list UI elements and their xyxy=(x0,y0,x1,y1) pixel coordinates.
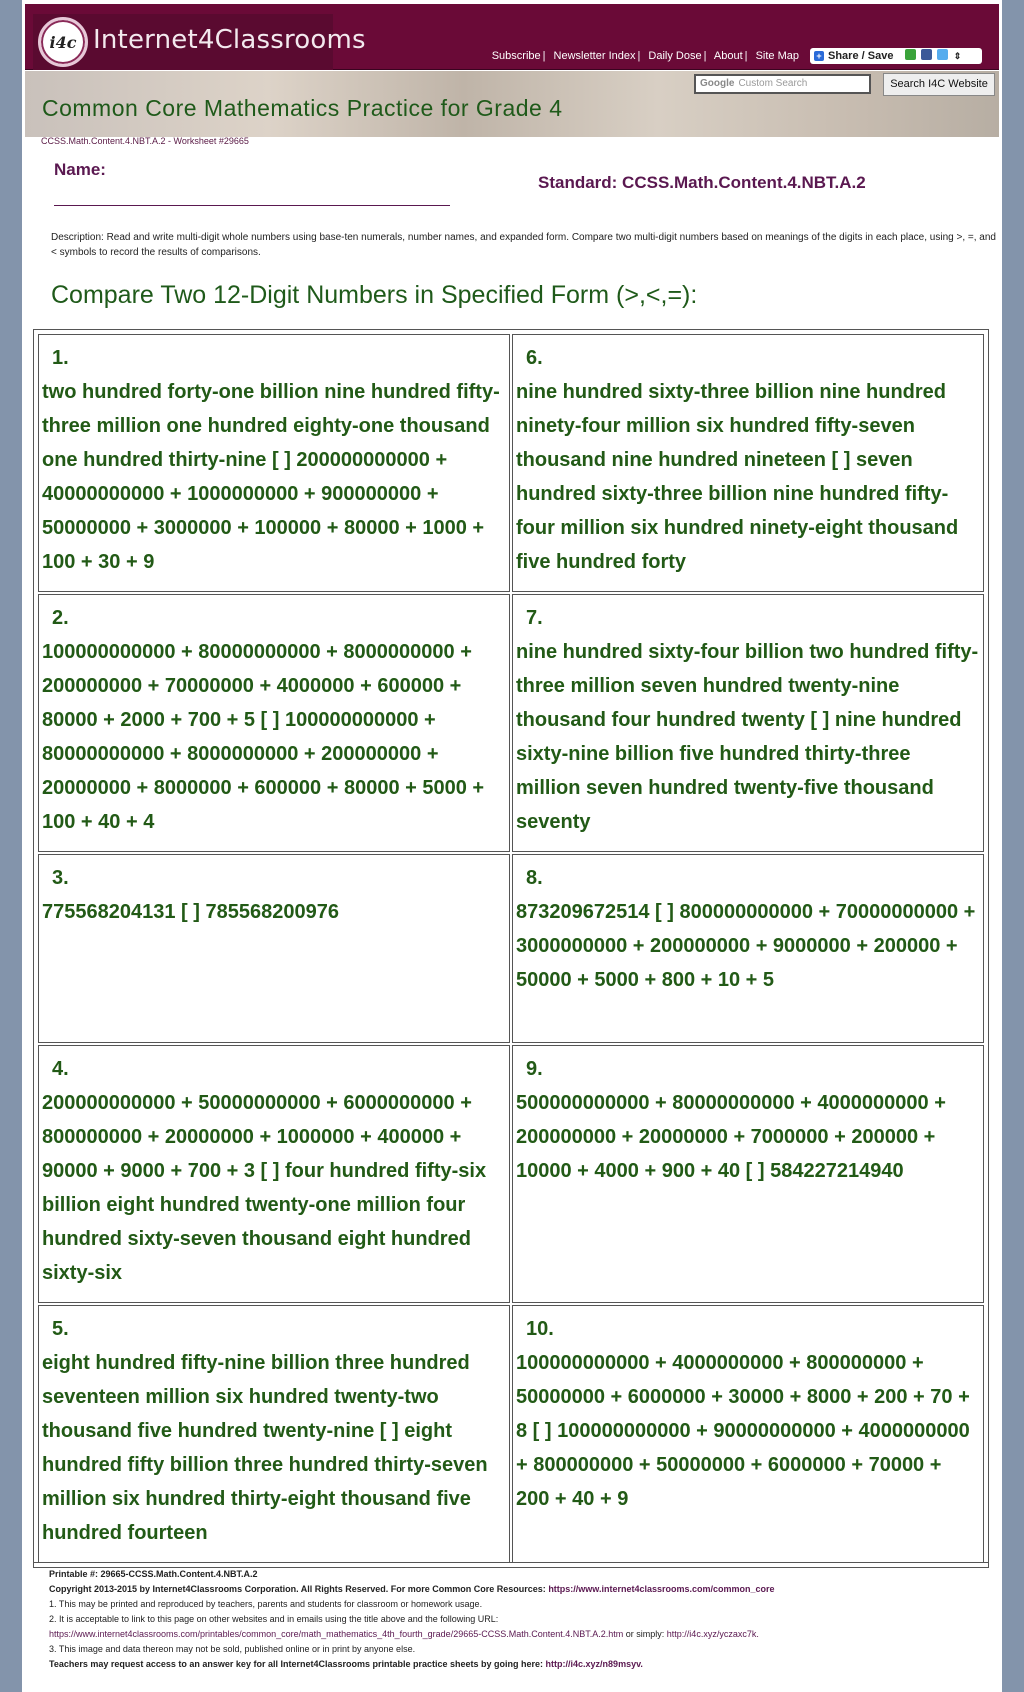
note-1: 1. This may be printed and reproduced by teachers, parents and students for classroom or homework usage. xyxy=(49,1599,483,1609)
problem-number: 10. xyxy=(526,1318,554,1340)
problem-cell xyxy=(512,594,984,852)
problem-text: 775568204131 [ ] 785568200976 xyxy=(42,901,339,923)
note-3: 3. This image and data thereon may not be sold, published online or in print by anyone else. xyxy=(49,1644,416,1654)
share-label: Share / Save xyxy=(828,50,894,62)
short-url-link[interactable]: http://i4c.xyz/yczaxc7k. xyxy=(666,1629,759,1639)
problem-number: 6. xyxy=(526,347,543,369)
facebook-icon xyxy=(921,49,932,60)
answer-key xyxy=(49,1657,973,1672)
share-save-button[interactable] xyxy=(810,48,982,64)
problem-number: 2. xyxy=(52,607,69,629)
problem-number: 3. xyxy=(52,867,69,889)
logo-badge-text: i4c xyxy=(49,33,77,52)
common-core-link[interactable]: https://www.internet4classrooms.com/common_core xyxy=(548,1584,775,1594)
twitter-icon xyxy=(937,49,948,60)
copyright-text: Copyright 2013-2015 by Internet4Classrooms Corporation. All Rights Reserved. For more Common Core Resources: xyxy=(49,1584,546,1594)
section-title: Compare Two 12-Digit Numbers in Specified Form (>,<,=): xyxy=(51,281,698,309)
problem-cell xyxy=(512,1045,984,1303)
banner xyxy=(25,71,999,137)
nav-link-about[interactable]: About xyxy=(713,50,743,62)
share-green-icon xyxy=(905,49,916,60)
name-line xyxy=(54,205,450,206)
problem-text: 873209672514 [ ] 800000000000 + 70000000000 + 3000000000 + 200000000 + 9000000 + 200000 + 50000 + 5000 + 800 + 10 + 5 xyxy=(516,901,976,991)
problem-text: 100000000000 + 80000000000 + 8000000000 + 200000000 + 70000000 + 4000000 + 600000 + 80000 + 2000 + 700 + 5 [ ] 100000000000 + 80000000000 + 8000000000 + 200000000 + 20000000 + 8000000 + 600000 + 80000 + 5000 + 100 + 40 + 4 xyxy=(42,641,485,833)
problem-number: 5. xyxy=(52,1318,69,1340)
logo-text: Internet4Classrooms xyxy=(93,25,366,55)
nav-link-site-map[interactable]: Site Map xyxy=(755,50,799,62)
page-title: Common Core Mathematics Practice for Grade 4 xyxy=(42,95,563,121)
search-input[interactable] xyxy=(694,74,871,94)
page xyxy=(22,0,1002,1692)
note-2-or: or simply: xyxy=(623,1629,667,1639)
description: Description: Read and write multi-digit whole numbers using base-ten numerals, number names, and expanded form. Compare two multi-digit numbers based on meanings of the digits in each place, using >, =, and < symbols to record the results of comparisons. xyxy=(51,232,996,258)
note-2: 2. It is acceptable to link to this page on other websites and in emails using the title above and the following URL: xyxy=(49,1614,499,1624)
problem-cell xyxy=(512,1305,984,1563)
footer xyxy=(33,1562,989,1672)
nav-link-daily-dose[interactable]: Daily Dose xyxy=(648,50,702,62)
answer-key-text: Teachers may request access to an answer key for all Internet4Classrooms printable practice sheets by going here: xyxy=(49,1659,544,1669)
problem-text: nine hundred sixty-three billion nine hundred ninety-four million six hundred fifty-seven thousand nine hundred nineteen [ ] seven hundred sixty-three billion nine hundred fifty-four million six hundred ninety-eight thousand five hundred forty xyxy=(516,381,959,573)
problem-number: 9. xyxy=(526,1058,543,1080)
problem-text: two hundred forty-one billion nine hundred fifty-three million one hundred eighty-one thousand one hundred thirty-nine [ ] 200000000000 + 40000000000 + 1000000000 + 900000000 + 50000000 + 3000000 + 100000 + 80000 + 1000 + 100 + 30 + 9 xyxy=(42,381,500,573)
standard-label: Standard: CCSS.Math.Content.4.NBT.A.2 xyxy=(538,173,866,192)
problem-cell xyxy=(38,334,510,592)
problem-grid xyxy=(33,329,989,1568)
search-placeholder: Custom Search xyxy=(738,78,808,89)
search-button[interactable]: Search I4C Website xyxy=(883,73,995,96)
printable-url-link[interactable]: https://www.internet4classrooms.com/printables/common_core/math_mathematics_4th_fourth_grade/29665-CCSS.Math.Content.4.NBT.A.2.htm xyxy=(49,1629,624,1639)
logo-badge-icon xyxy=(38,17,88,67)
share-expand-icon: ⇕ xyxy=(953,51,962,61)
problem-number: 1. xyxy=(52,347,69,369)
top-nav: Subscribe | Newsletter Index | Daily Dose | About | Site Map xyxy=(491,50,799,62)
breadcrumb: CCSS.Math.Content.4.NBT.A.2 - Worksheet #29665 xyxy=(41,136,249,146)
problem-cell xyxy=(38,594,510,852)
problem-cell xyxy=(512,334,984,592)
printable-number: Printable #: 29665-CCSS.Math.Content.4.NBT.A.2 xyxy=(49,1569,258,1579)
problem-text: nine hundred sixty-four billion two hundred fifty-three million seven hundred twenty-nine thousand four hundred twenty [ ] nine hundred sixty-nine billion five hundred thirty-three million seven hundred twenty-five thousand seventy xyxy=(516,641,979,833)
answer-key-link[interactable]: http://i4c.xyz/n89msyv. xyxy=(545,1659,643,1669)
nav-link-newsletter-index[interactable]: Newsletter Index xyxy=(553,50,636,62)
problem-cell xyxy=(512,854,984,1043)
google-brand: Google xyxy=(700,78,735,89)
note-2-urls xyxy=(49,1627,973,1642)
problem-cell xyxy=(38,1045,510,1303)
problem-number: 7. xyxy=(526,607,543,629)
problem-number: 4. xyxy=(52,1058,69,1080)
copyright xyxy=(49,1582,973,1597)
problem-text: 100000000000 + 4000000000 + 800000000 + 50000000 + 6000000 + 30000 + 8000 + 200 + 70 + 8 [ ] 100000000000 + 90000000000 + 4000000000 + 800000000 + 50000000 + 6000000 + 70000 + 200 + 40 + 9 xyxy=(516,1352,970,1510)
nav-link-subscribe[interactable]: Subscribe xyxy=(491,50,541,62)
problem-text: 200000000000 + 50000000000 + 6000000000 + 800000000 + 20000000 + 1000000 + 400000 + 90000 + 9000 + 700 + 3 [ ] four hundred fifty-six billion eight hundred twenty-one million four hundred sixty-seven thousand eight hundred sixty-six xyxy=(42,1092,487,1284)
name-label: Name: xyxy=(54,160,106,179)
problem-number: 8. xyxy=(526,867,543,889)
problem-cell xyxy=(38,1305,510,1563)
site-header xyxy=(25,4,999,70)
site-logo[interactable] xyxy=(33,14,366,70)
problem-text: eight hundred fifty-nine billion three hundred seventeen million six hundred twenty-two thousand five hundred twenty-nine [ ] eight hundred fifty billion three hundred thirty-seven million six hundred thirty-eight thousand five hundred fourteen xyxy=(42,1352,488,1544)
problem-cell xyxy=(38,854,510,1043)
problem-text: 500000000000 + 80000000000 + 4000000000 + 200000000 + 20000000 + 7000000 + 200000 + 10000 + 4000 + 900 + 40 [ ] 584227214940 xyxy=(516,1092,946,1182)
share-plus-icon: + xyxy=(814,51,824,61)
